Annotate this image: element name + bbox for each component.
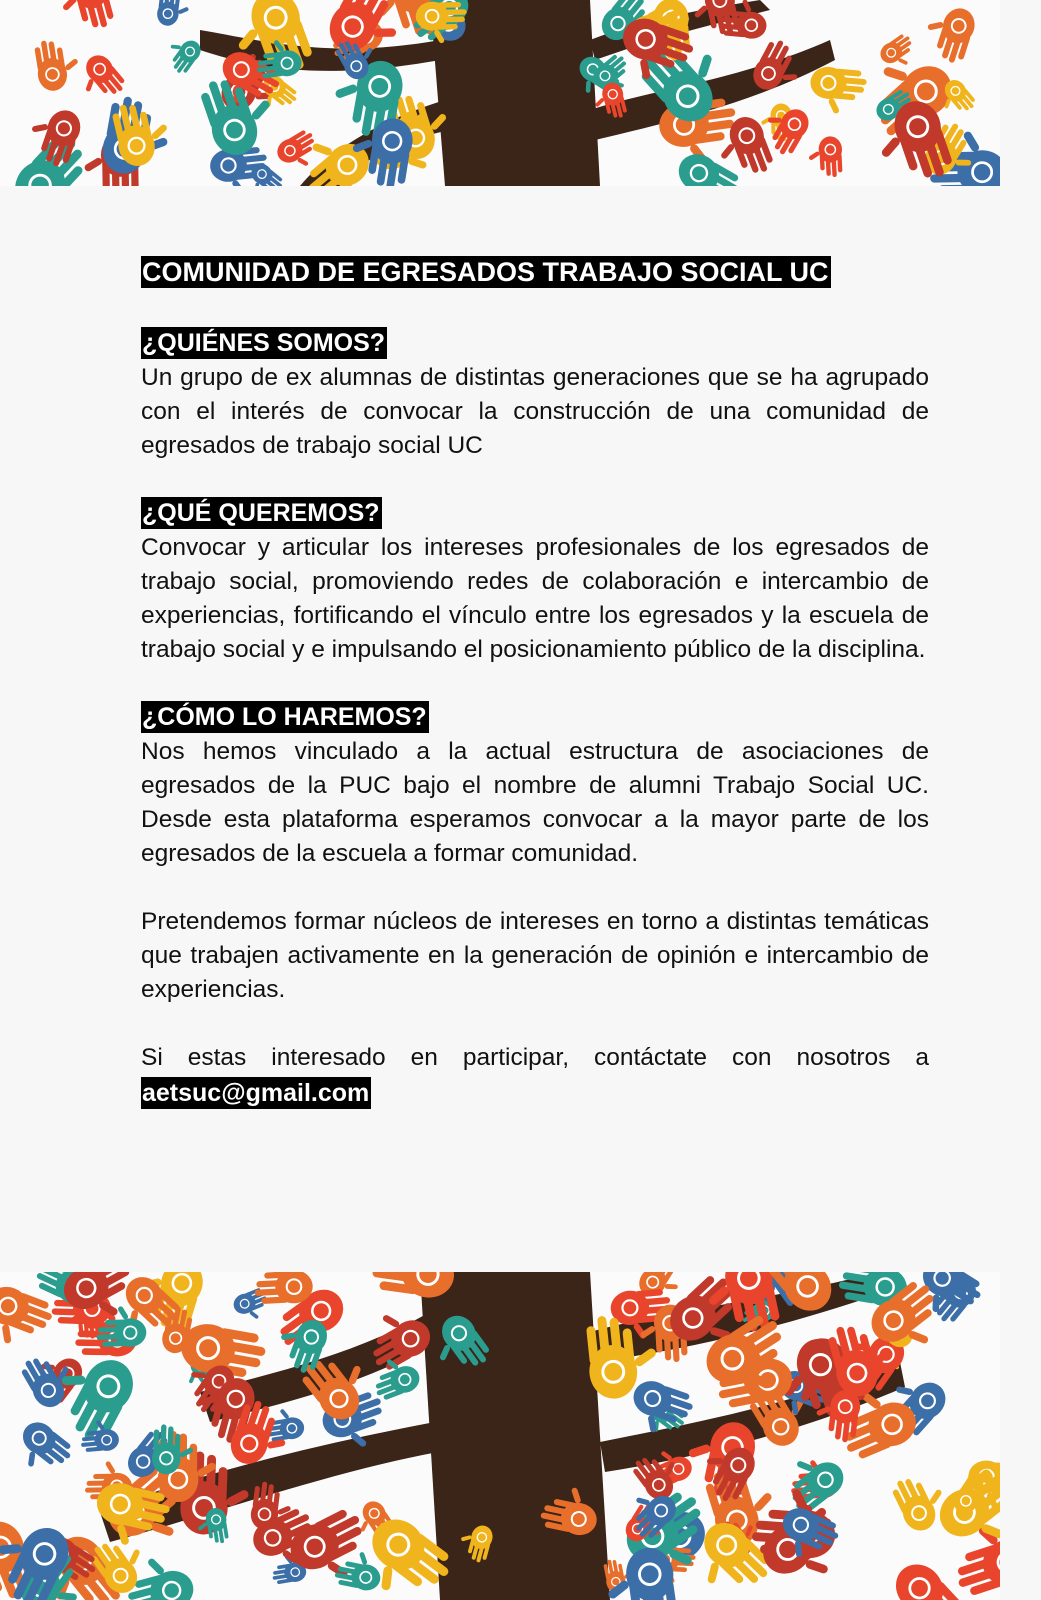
hand-shape (33, 36, 83, 93)
hand-shape (71, 50, 129, 108)
tree-of-hands-illustration (0, 0, 1000, 186)
paragraph-nucleos (141, 905, 929, 1007)
top-banner-image (0, 0, 1000, 186)
hand-shape (808, 65, 868, 117)
hand-shape (918, 0, 979, 66)
page-title: COMUNIDAD DE EGRESADOS TRABAJO SOCIAL UC (142, 257, 829, 287)
contact-block (141, 1041, 929, 1111)
main-content (141, 255, 929, 1111)
contact-email-link[interactable]: aetsuc@gmail.com (142, 1079, 370, 1107)
hand-shape (663, 147, 746, 186)
section-heading: ¿CÓMO LO HAREMOS? (142, 703, 427, 731)
section-como-lo-haremos (141, 701, 929, 871)
section-quienes-somos (141, 327, 929, 463)
contact-text: Si estas interesado en participar, contáctate con nosotros a (141, 1044, 929, 1071)
section-text: Convocar y articular los intereses profesionales de los egresados de trabajo social, promoviendo redes de colaboración e intercambio de experiencias, fortificando el vínculo entre los egresados y la escuela de trabajo social y e impulsando el posicionamiento público de la disciplina. (141, 534, 929, 663)
section-heading: ¿QUIÉNES SOMOS? (142, 329, 386, 357)
hand-shape (871, 1555, 972, 1600)
page-title-block (141, 255, 929, 289)
section-text: Nos hemos vinculado a la actual estructura de asociaciones de egresados de la PUC bajo el nombre de alumni Trabajo Social UC. Desde esta plataforma esperamos convocar a la mayor parte de los egresados de la escuela a formar comunidad. (141, 738, 929, 867)
hand-shape (160, 31, 205, 77)
hand-shape (253, 1272, 314, 1305)
hand-shape (774, 1443, 850, 1517)
hand-shape (0, 1281, 57, 1356)
paragraph-text: Pretendemos formar núcleos de intereses en torno a distintas temáticas que trabajen activamente en la generación de opinión e intercambio de experiencias. (141, 908, 929, 1003)
bottom-banner-image (0, 1272, 1000, 1600)
hand-shape (876, 31, 921, 75)
hand-shape (55, 0, 117, 36)
section-text: Un grupo de ex alumnas de distintas generaciones que se ha agrupado con el interés de convocar la construcción de una comunidad de egresados de trabajo social UC (141, 364, 929, 459)
hand-shape (156, 0, 192, 28)
section-heading: ¿QUÉ QUEREMOS? (142, 499, 380, 527)
hand-shape (8, 1416, 77, 1483)
section-que-queremos (141, 497, 929, 667)
hand-shape (807, 136, 843, 179)
tree-of-hands-illustration (0, 1272, 1000, 1600)
